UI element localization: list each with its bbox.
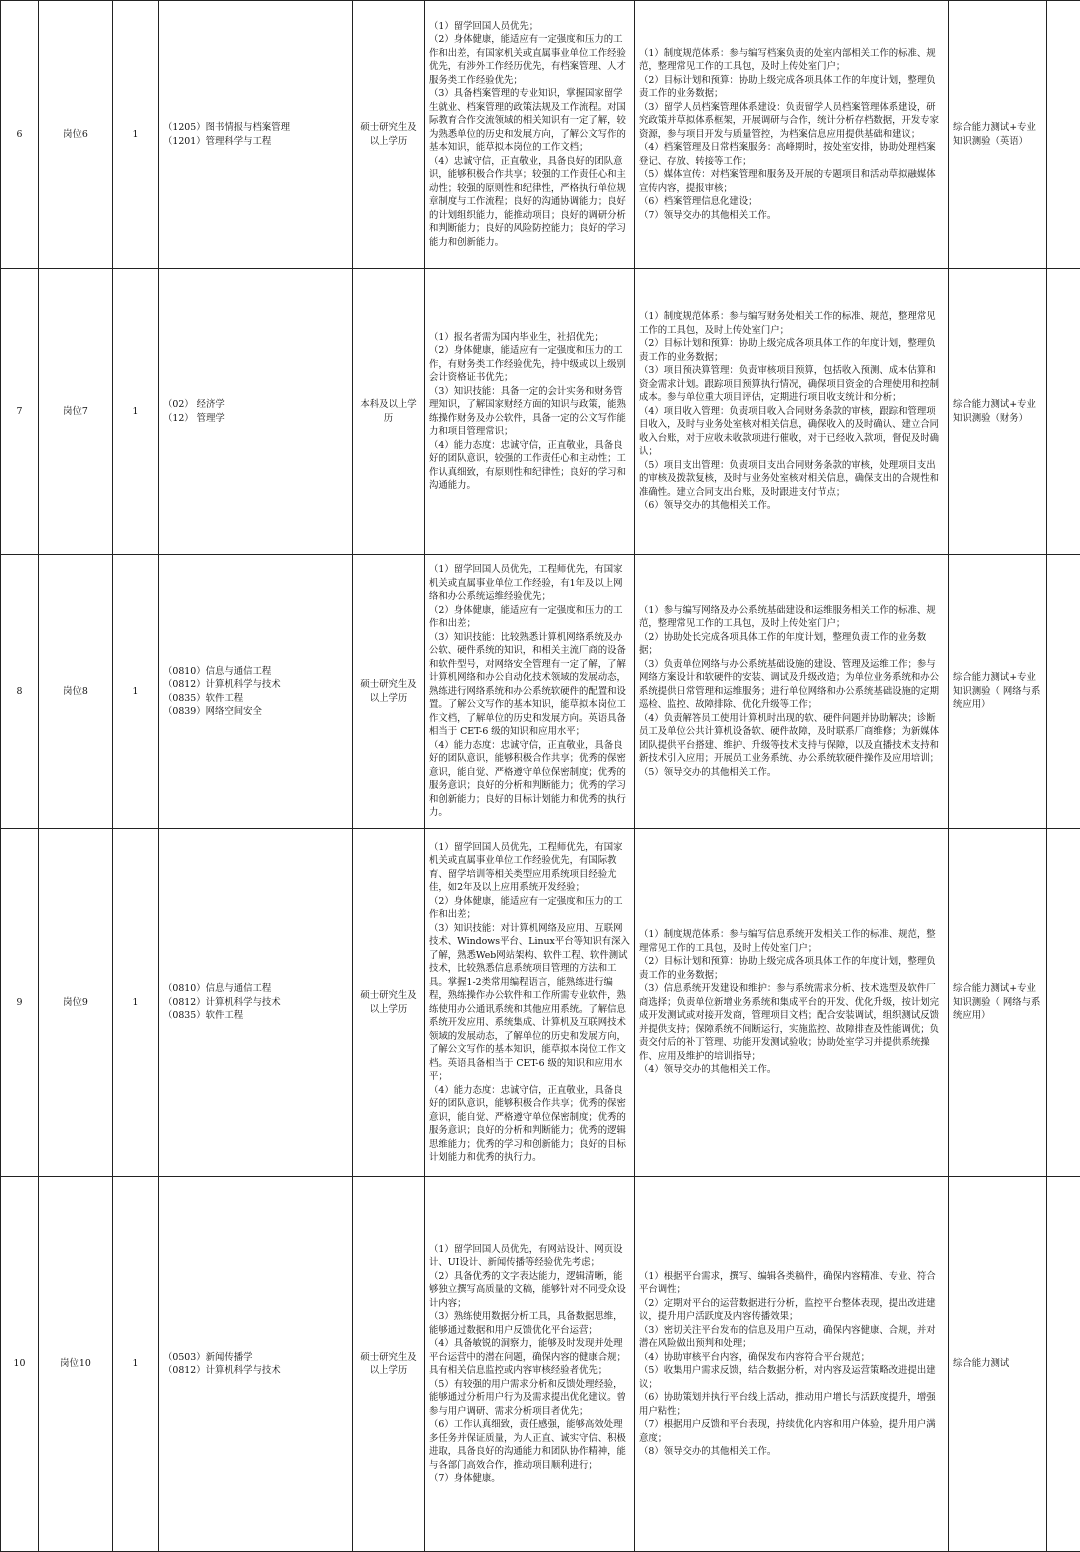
major-item: （0812）计算机科学与技术: [163, 678, 348, 692]
post-name: 岗位9: [43, 996, 108, 1010]
duty-item: （4）负责解答员工使用计算机时出现的软、硬件问题并协助解决；诊断员工及单位公共计算机设备软、硬件故障，及时联系厂商维修；为新媒体团队提供平台搭建、维护、升级等技术支持与保障，以及直播技术支持和新技术引入应用；开展员工业务系统、办公系统软硬件操作及应用培训；: [639, 712, 944, 766]
requirement-item: （4）能力态度：忠诚守信，正直敬业，具备良好的团队意识，能够积极合作共享；优秀的保密意识，能自觉、严格遵守单位保密制度；优秀的服务意识；良好的分析和判断能力；优秀的逻辑思维能力；优秀的学习和创新能力；良好的目标计划能力和优秀的执行力。: [429, 1084, 630, 1165]
duties-cell: [635, 1177, 949, 1552]
headcount: 1: [117, 996, 154, 1010]
post-name-cell: [39, 829, 113, 1177]
duty-item: （7）领导交办的其他相关工作。: [639, 209, 944, 223]
duty-item: （1）根据平台需求，撰写、编辑各类稿件，确保内容精准、专业、符合平台调性；: [639, 1270, 944, 1297]
headcount-cell: [113, 1177, 159, 1552]
table-row: [1, 829, 1080, 1177]
education-requirement: 本科及以上学历: [357, 398, 420, 425]
duty-item: （5）收集用户需求反馈，结合数据分析，对内容及运营策略改进提出建议；: [639, 1364, 944, 1391]
major-item: （0810）信息与通信工程: [163, 982, 348, 996]
major-item: （0839）网络空间安全: [163, 705, 348, 719]
remark-cell: [1047, 555, 1080, 829]
post-name: 岗位8: [43, 685, 108, 699]
remark-cell: [1047, 269, 1080, 555]
duty-item: （3）负责单位网络与办公系统基础设施的建设、管理及运维工作；参与网络方案设计和软硬件的安装、调试及升级改造；为单位业务系统和办公系统提供日常管理和运维服务；进行单位网络和办公系统基础设施的定期巡检、监控、故障排除、优化升级等工作；: [639, 658, 944, 712]
duty-item: （2）目标计划和预算：协助上级完成各项具体工作的年度计划，整理负责工作的业务数据；: [639, 337, 944, 364]
major-item: （02） 经济学: [163, 398, 348, 412]
education-requirement: 硕士研究生及以上学历: [357, 1351, 420, 1378]
row-number: 6: [5, 128, 34, 142]
major-item: （0810）信息与通信工程: [163, 665, 348, 679]
headcount: 1: [117, 1357, 154, 1371]
education-requirement: 硕士研究生及以上学历: [357, 678, 420, 705]
post-name: 岗位10: [43, 1357, 108, 1371]
major-item: （0835）软件工程: [163, 692, 348, 706]
remark-cell: [1047, 1177, 1080, 1552]
row-number: 9: [5, 996, 34, 1010]
requirements-cell: [425, 1177, 635, 1552]
duty-item: （1）参与编写网络及办公系统基础建设和运维服务相关工作的标准、规范，整理常见工作的工具包，及时上传处室门户；: [639, 604, 944, 631]
major-item: （0503）新闻传播学: [163, 1351, 348, 1365]
duty-item: （8）领导交办的其他相关工作。: [639, 1445, 944, 1459]
majors-cell: [159, 269, 353, 555]
duty-item: （2）定期对平台的运营数据进行分析，监控平台整体表现，提出改进建议，提升用户活跃度及内容传播效果；: [639, 1297, 944, 1324]
duty-item: （3）项目预决算管理：负责审核项目预算，包括收入预测、成本估算和资金需求计划。跟踪项目预算执行情况，确保项目资金的合理使用和控制成本。参与单位重大项目评估，定期进行项目收支统计和分析；: [639, 364, 944, 405]
post-name-cell: [39, 1, 113, 269]
headcount: 1: [117, 405, 154, 419]
education-cell: [353, 555, 425, 829]
requirement-item: （3）熟练使用数据分析工具，具备数据思维，能够通过数据和用户反馈优化平台运营；: [429, 1310, 630, 1337]
requirement-item: （1）报名者需为国内毕业生，社招优先；: [429, 331, 630, 345]
row-number-cell: [1, 269, 39, 555]
education-cell: [353, 829, 425, 1177]
requirement-item: （3）知识技能：比较熟悉计算机网络系统及办公软、硬件系统的知识，和相关主流厂商的设备和软件型号，对网络安全管理有一定了解，了解计算机网络和办公自动化技术领域的发展动态，熟练进行网络系统和办公系统软硬件的配置和设置。了解公文写作的基本知识，能草拟本岗位工作文档，了解单位的历史和发展方向。英语具备相当于 CET-6 级的知识和应用水平；: [429, 631, 630, 739]
duty-item: （6）档案管理信息化建设；: [639, 195, 944, 209]
education-cell: [353, 269, 425, 555]
duties-cell: [635, 555, 949, 829]
education-cell: [353, 1177, 425, 1552]
headcount-cell: [113, 555, 159, 829]
row-number-cell: [1, 1, 39, 269]
table-row: [1, 1, 1080, 269]
duty-item: （5）媒体宣传：对档案管理和服务及开展的专题项目和活动草拟融媒体宣传内容，提报审核；: [639, 168, 944, 195]
exam-method: 综合能力测试+专业知识测验（ 网络与系统应用）: [953, 982, 1042, 1023]
table-row: [1, 1177, 1080, 1552]
headcount-cell: [113, 1, 159, 269]
requirements-cell: [425, 829, 635, 1177]
requirements-list: [429, 563, 630, 820]
requirement-item: （7）身体健康。: [429, 1472, 630, 1486]
post-name-cell: [39, 269, 113, 555]
requirement-item: （5）有较强的用户需求分析和反馈处理经验，能够通过分析用户行为及需求提出优化建议。曾参与用户调研、需求分析项目者优先；: [429, 1378, 630, 1419]
exam-cell: [949, 1, 1047, 269]
duties-cell: [635, 1, 949, 269]
major-item: （1205）图书情报与档案管理: [163, 121, 348, 135]
duty-item: （6）领导交办的其他相关工作。: [639, 499, 944, 513]
exam-method: 综合能力测试+专业知识测验（英语）: [953, 121, 1042, 148]
row-number-cell: [1, 829, 39, 1177]
exam-cell: [949, 555, 1047, 829]
exam-method: 综合能力测试+专业知识测验（ 网络与系统应用）: [953, 671, 1042, 712]
requirement-item: （4）忠诚守信，正直敬业，具备良好的团队意识，能够积极合作共享；较强的工作责任心和主动性；较强的原则性和纪律性，严格执行单位规章制度与工作流程；良好的沟通协调能力；良好的计划组织能力，能推动项目；良好的调研分析和判断能力；良好的风险防控能力；良好的学习能力和创新能力。: [429, 155, 630, 250]
duty-item: （7）根据用户反馈和平台表现，持续优化内容和用户体验，提升用户满意度；: [639, 1418, 944, 1445]
requirement-item: （2）身体健康，能适应有一定强度和压力的工作和出差，有国家机关或直属事业单位工作经验优先，有涉外工作经历优先，有档案管理、人才服务类工作经验优先；: [429, 33, 630, 87]
duty-item: （4）领导交办的其他相关工作。: [639, 1063, 944, 1077]
education-cell: [353, 1, 425, 269]
major-item: （0812）计算机科学与技术: [163, 996, 348, 1010]
education-requirement: 硕士研究生及以上学历: [357, 121, 420, 148]
headcount-cell: [113, 269, 159, 555]
requirement-item: （1）留学回国人员优先，有网站设计、网页设计、UI设计、新闻传播等经验优先考虑；: [429, 1243, 630, 1270]
requirement-item: （3）知识技能：具备一定的会计实务和财务管理知识，了解国家财经方面的知识与政策，能熟练操作财务及办公软件，具备一定的公文写作能力和项目管理常识；: [429, 385, 630, 439]
exam-method: 综合能力测试: [953, 1357, 1042, 1371]
duty-item: （1）制度规范体系：参与编写档案负责的处室内部相关工作的标准、规范，整理常见工作的工具包，及时上传处室门户；: [639, 47, 944, 74]
headcount-cell: [113, 829, 159, 1177]
duty-item: （4）项目收入管理：负责项目收入合同财务条款的审核，跟踪和管理项目收入，及时与业务处室核对相关信息，确保收入的及时确认、建立合同收入台账，对于应收未收款项进行催收，对于已经收入款项，督促及时确认；: [639, 405, 944, 459]
requirement-item: （2）身体健康，能适应有一定强度和压力的工作，有财务类工作经验优先，持中级或以上级别会计资格证书优先；: [429, 344, 630, 385]
table-row: [1, 555, 1080, 829]
majors-cell: [159, 555, 353, 829]
requirements-list: [429, 1243, 630, 1486]
duty-item: （1）制度规范体系：参与编写信息系统开发相关工作的标准、规范，整理常见工作的工具包，及时上传处室门户；: [639, 928, 944, 955]
requirement-item: （4）能力态度：忠诚守信，正直敬业，具备良好的团队意识，较强的工作责任心和主动性；工作认真细致，有原则性和纪律性；良好的学习和沟通能力。: [429, 439, 630, 493]
duties-cell: [635, 829, 949, 1177]
requirement-item: （3）具备档案管理的专业知识，掌握国家留学生就业、档案管理的政策法规及工作流程。对国际教育合作交流领域的相关知识有一定了解，较为熟悉单位的历史和发展方向，了解公文写作的基本知识，能草拟本岗位的工作文档；: [429, 87, 630, 155]
duty-item: （6）协助策划并执行平台线上活动，推动用户增长与活跃度提升，增强用户粘性；: [639, 1391, 944, 1418]
majors-cell: [159, 829, 353, 1177]
requirement-item: （2）具备优秀的文字表达能力，逻辑清晰，能够独立撰写高质量的文稿，能够针对不同受众设计内容；: [429, 1270, 630, 1311]
duty-item: （3）留学人员档案管理体系建设：负责留学人员档案管理体系建设，研究政策并草拟体系框架，开展调研与合作，统计分析存档数据，开发专家资源，参与项目开发与质量管控，为档案信息应用提供基础和建议；: [639, 101, 944, 142]
duty-item: （3）密切关注平台发布的信息及用户互动，确保内容健康、合规，并对潜在风险做出预判和处理；: [639, 1324, 944, 1351]
major-item: （12） 管理学: [163, 412, 348, 426]
exam-cell: [949, 829, 1047, 1177]
duty-item: （1）制度规范体系：参与编写财务处相关工作的标准、规范，整理常见工作的工具包，及时上传处室门户；: [639, 310, 944, 337]
requirement-item: （1）留学回国人员优先，工程师优先，有国家机关或直属事业单位工作经验优先，有国际教育、留学培训等相关类型应用系统项目经验尤佳，如2年及以上应用系统开发经验；: [429, 841, 630, 895]
requirements-cell: [425, 269, 635, 555]
remark-cell: [1047, 1, 1080, 269]
post-name: 岗位6: [43, 128, 108, 142]
duty-item: （5）项目支出管理：负责项目支出合同财务条款的审核，处理项目支出的审核及拨款复核，及时与业务处室核对相关信息，确保支出的合规性和准确性。建立合同支出台账，及时跟进支付节点；: [639, 459, 944, 500]
duty-item: （2）协助处长完成各项具体工作的年度计划，整理负责工作的业务数据；: [639, 631, 944, 658]
post-name-cell: [39, 1177, 113, 1552]
row-number: 7: [5, 405, 34, 419]
duty-item: （4）协助审核平台内容，确保发布内容符合平台规范；: [639, 1351, 944, 1365]
job-table-body: [1, 1, 1080, 1552]
requirements-list: [429, 331, 630, 493]
requirements-cell: [425, 555, 635, 829]
duty-item: （5）领导交办的其他相关工作。: [639, 766, 944, 780]
remark-cell: [1047, 829, 1080, 1177]
requirements-list: [429, 841, 630, 1165]
major-item: （0812）计算机科学与技术: [163, 1364, 348, 1378]
requirement-item: （1）留学回国人员优先；: [429, 20, 630, 34]
requirement-item: （3）知识技能：对计算机网络及应用、互联网技术、Windows平台、Linux平台等知识有深入了解，熟悉Web网站架构、软件工程、软件测试技术，比较熟悉信息系统项目管理的方法和工具。掌握1-2类常用编程语言，能熟练进行编程，熟练操作办公软件和工作所需专业软件，熟练使用办公通讯系统和其他应用系统。了解信息系统开发应用、系统集成、计算机及互联网技术领域的发展动态，了解单位的历史和发展方向，了解公文写作的基本知识，能草拟本岗位工作文档。英语具备相当于 CET-6 级的知识和应用水平；: [429, 922, 630, 1084]
exam-cell: [949, 269, 1047, 555]
table-row: [1, 269, 1080, 555]
duty-item: （3）信息系统开发建设和维护：参与系统需求分析、技术选型及软件厂商选择；负责单位新增业务系统和集成平台的开发、优化升级，按计划完成开发测试或对接开发商，管理项目文档；配合安装调试，组织测试反馈并提供支持；保障系统不间断运行，实施监控、故障排查及性能调优；负责交付后的补丁管理、功能开发测试验收；协助处室学习并提供系统操作、应用及维护的培训指导；: [639, 982, 944, 1063]
requirement-item: （2）身体健康，能适应有一定强度和压力的工作和出差；: [429, 604, 630, 631]
requirement-item: （2）身体健康，能适应有一定强度和压力的工作和出差；: [429, 895, 630, 922]
duties-cell: [635, 269, 949, 555]
majors-cell: [159, 1177, 353, 1552]
requirement-item: （4）具备敏锐的洞察力，能够及时发现并处理平台运营中的潜在问题，确保内容的健康合规；具有相关信息监控或内容审核经验者优先；: [429, 1337, 630, 1378]
headcount: 1: [117, 128, 154, 142]
exam-cell: [949, 1177, 1047, 1552]
duty-item: （2）目标计划和预算：协助上级完成各项具体工作的年度计划，整理负责工作的业务数据；: [639, 955, 944, 982]
duty-item: （2）目标计划和预算：协助上级完成各项具体工作的年度计划，整理负责工作的业务数据；: [639, 74, 944, 101]
post-name: 岗位7: [43, 405, 108, 419]
major-item: （0835）软件工程: [163, 1009, 348, 1023]
row-number-cell: [1, 555, 39, 829]
exam-method: 综合能力测试+专业知识测验（财务）: [953, 398, 1042, 425]
duty-item: （4）档案管理及日常档案服务：高峰期时，按处室安排，协助处理档案登记、存放、转接等工作；: [639, 141, 944, 168]
requirement-item: （6）工作认真细致，责任感强，能够高效处理多任务并保证质量，为人正直、诚实守信、积极进取，具备良好的沟通能力和团队协作精神，能与各部门高效合作，推动项目顺利进行；: [429, 1418, 630, 1472]
row-number: 10: [5, 1357, 34, 1371]
requirements-cell: [425, 1, 635, 269]
education-requirement: 硕士研究生及以上学历: [357, 989, 420, 1016]
row-number-cell: [1, 1177, 39, 1552]
majors-cell: [159, 1, 353, 269]
requirement-item: （4）能力态度：忠诚守信，正直敬业，具备良好的团队意识，能够积极合作共享；优秀的保密意识，能自觉、严格遵守单位保密制度；优秀的服务意识；良好的分析和判断能力；优秀的学习和创新能力；良好的目标计划能力和优秀的执行力。: [429, 739, 630, 820]
major-item: （1201）管理科学与工程: [163, 135, 348, 149]
row-number: 8: [5, 685, 34, 699]
requirements-list: [429, 20, 630, 250]
post-name-cell: [39, 555, 113, 829]
requirement-item: （1）留学回国人员优先，工程师优先，有国家机关或直属事业单位工作经验，有1年及以上网络和办公系统运维经验优先；: [429, 563, 630, 604]
headcount: 1: [117, 685, 154, 699]
